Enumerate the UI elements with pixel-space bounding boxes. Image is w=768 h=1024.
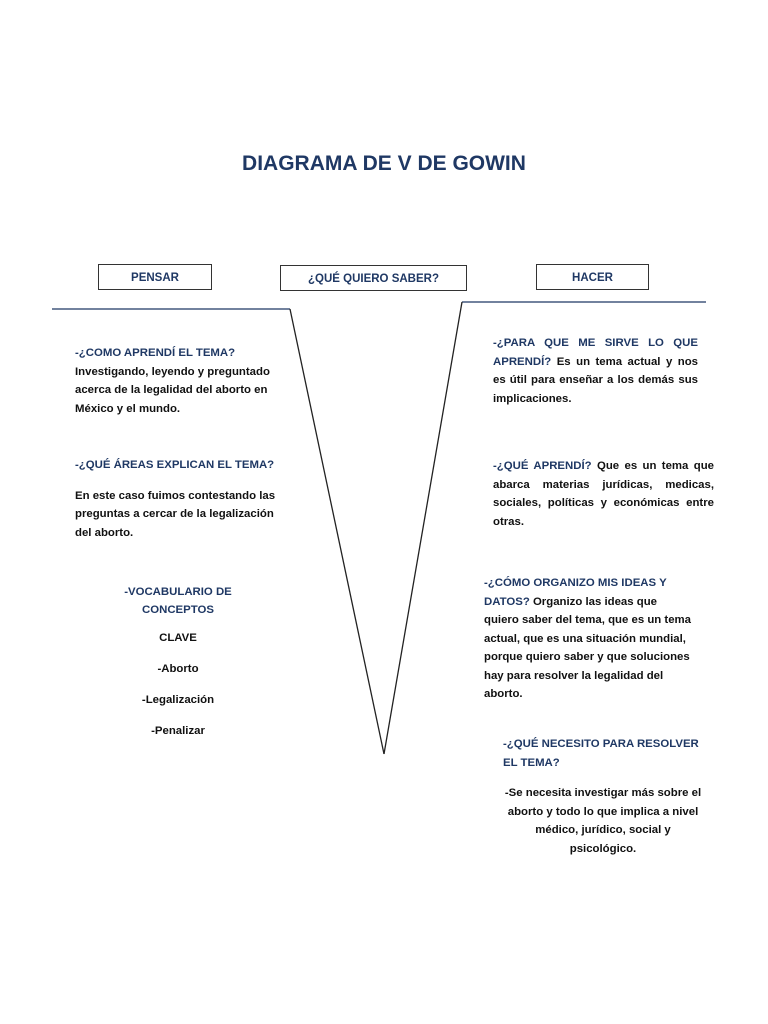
right-answer-3: Organizo las ideas que quiero saber del tema, que es un tema actual, que es una situación mundial, porque quiero saber y que soluciones hay para resolver la legalidad del aborto. [484, 595, 691, 700]
header-pensar: PENSAR [98, 264, 212, 290]
vocabulary-item: -Penalizar [151, 725, 205, 737]
right-block-para-que-sirve [493, 334, 698, 408]
left-answer-1: Investigando, leyendo y preguntado acerca de la legalidad del aborto en México y el mundo. [75, 365, 270, 415]
diagram-title: DIAGRAMA DE V DE GOWIN [242, 152, 526, 175]
left-answer-2: En este caso fuimos contestando las preguntas a cercar de la legalización del aborto. [75, 489, 276, 539]
right-block-como-organizo [484, 574, 692, 704]
header-que-quiero-saber: ¿QUÉ QUIERO SABER? [280, 265, 467, 291]
right-block-que-aprendi [493, 457, 714, 531]
vocabulary-block [88, 583, 268, 747]
left-block-areas [75, 456, 287, 542]
left-block-como-aprendi [75, 344, 280, 418]
right-answer-4: -Se necesita investigar más sobre el aborto y todo lo que implica a nivel médico, jurídico, social y psicológico. [504, 787, 702, 855]
right-question-2: -¿QUÉ APRENDÍ? [493, 460, 592, 472]
vocabulary-clave: CLAVE [159, 632, 197, 644]
right-answer-2: Que es un tema que abarca materias jurídicas, medicas, sociales, políticas y económicas entre otras. [493, 460, 715, 528]
left-question-2: -¿QUÉ ÁREAS EXPLICAN EL TEMA? [75, 459, 275, 471]
right-question-3: -¿CÓMO ORGANIZO MIS IDEAS Y DATOS? [484, 577, 667, 608]
v-right-arm [384, 302, 462, 754]
right-question-4: -¿QUÉ NECESITO PARA RESOLVER EL TEMA? [503, 738, 699, 769]
v-left-arm [290, 309, 384, 754]
vocabulary-item: -Legalización [141, 694, 215, 706]
right-question-1: -¿PARA QUE ME SIRVE LO QUE APRENDÍ? [493, 337, 698, 368]
right-answer-1: Es un tema actual y nos es útil para enseñar a los demás sus implicaciones. [493, 355, 698, 405]
vocabulary-heading: -VOCABULARIO DE CONCEPTOS [124, 586, 232, 616]
header-hacer: HACER [536, 264, 649, 290]
right-block-que-necesito [503, 735, 703, 858]
vocabulary-item: -Aborto [157, 663, 199, 675]
left-question-1: -¿COMO APRENDÍ EL TEMA? [75, 347, 236, 359]
